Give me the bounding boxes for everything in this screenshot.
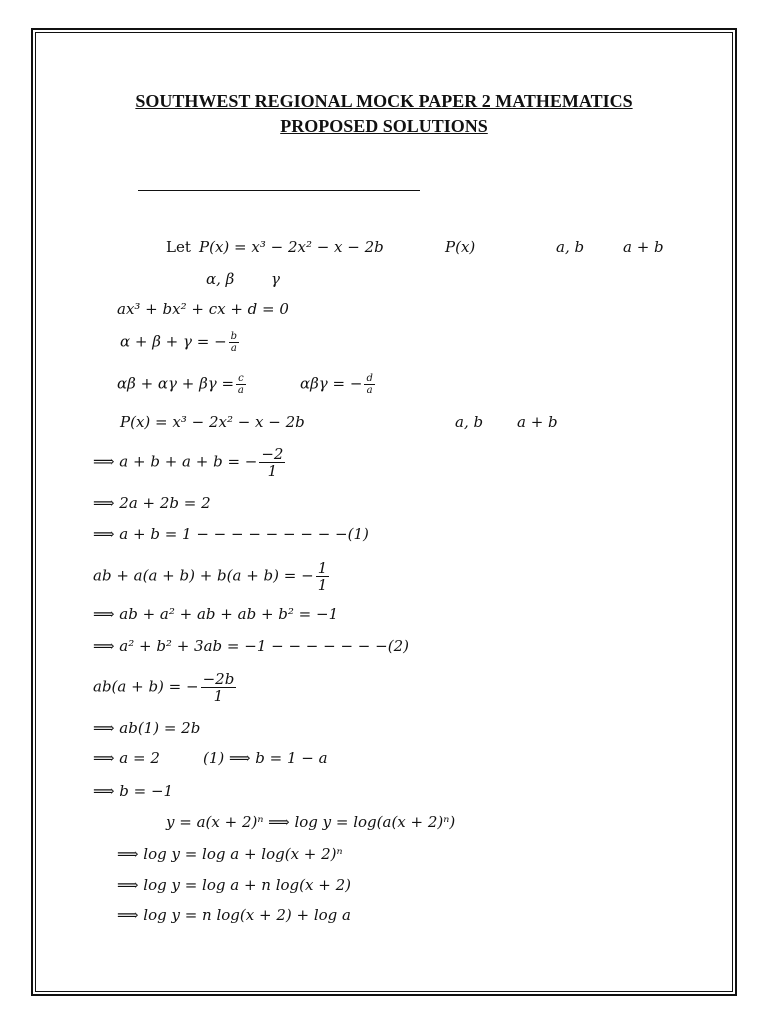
equation-2: ⟹ a² + b² + 3ab = −1 − − − − − − −(2) [93, 637, 409, 655]
roots-sum-ref-2: a + b [517, 413, 558, 431]
roots-ref-2: a, b [455, 413, 484, 431]
sum-of-products: αβ + αγ + βγ = $\frac{c}{a}$ [117, 373, 244, 396]
result-a: ⟹ a = 2 [93, 749, 160, 767]
product-of-roots: αβγ = − $\frac{d}{a}$ [300, 373, 373, 396]
sum-of-roots: α + β + γ = − $\frac{b}{a}$ [120, 331, 238, 354]
step-sum-roots: ⟹ a + b + a + b = − $\frac{-2}{1}$ [93, 445, 284, 480]
polynomial-ref: P(x) [445, 238, 476, 256]
log-equation: y = a(x + 2)ⁿ ⟹ log y = log(a(x + 2)ⁿ) [166, 813, 456, 831]
step-ab1: ⟹ ab(1) = 2b [93, 719, 201, 737]
log-step-3: ⟹ log y = n log(x + 2) + log a [117, 906, 351, 924]
gamma-root: γ [271, 270, 280, 288]
step-sum-products: ab + a(a + b) + b(a + b) = − $\frac{1}{1}$ [93, 559, 328, 594]
horizontal-rule [138, 190, 420, 191]
polynomial-restated: P(x) = x³ − 2x² − x − 2b [120, 413, 305, 431]
let-label: Let [166, 238, 191, 256]
general-cubic: ax³ + bx² + cx + d = 0 [117, 300, 289, 318]
roots-ref: a, b [556, 238, 585, 256]
log-step-1: ⟹ log y = log a + log(x + 2)ⁿ [117, 845, 343, 863]
log-step-2: ⟹ log y = log a + n log(x + 2) [117, 876, 351, 894]
step-2a-2b: ⟹ 2a + 2b = 2 [93, 494, 211, 512]
roots-sum-ref: a + b [623, 238, 664, 256]
greek-roots: α, β [206, 270, 235, 288]
substitute-1: (1) ⟹ b = 1 − a [203, 749, 328, 767]
document-subtitle: PROPOSED SOLUTIONS [280, 116, 488, 136]
step-expand: ⟹ ab + a² + ab + ab + b² = −1 [93, 605, 339, 623]
result-b: ⟹ b = −1 [93, 782, 174, 800]
step-product: ab(a + b) = − $\frac{-2b}{1}$ [93, 670, 235, 705]
document-title: SOUTHWEST REGIONAL MOCK PAPER 2 MATHEMATICS [135, 91, 633, 111]
polynomial-definition: P(x) = x³ − 2x² − x − 2b [199, 238, 384, 256]
equation-1: ⟹ a + b = 1 − − − − − − − − −(1) [93, 525, 369, 543]
